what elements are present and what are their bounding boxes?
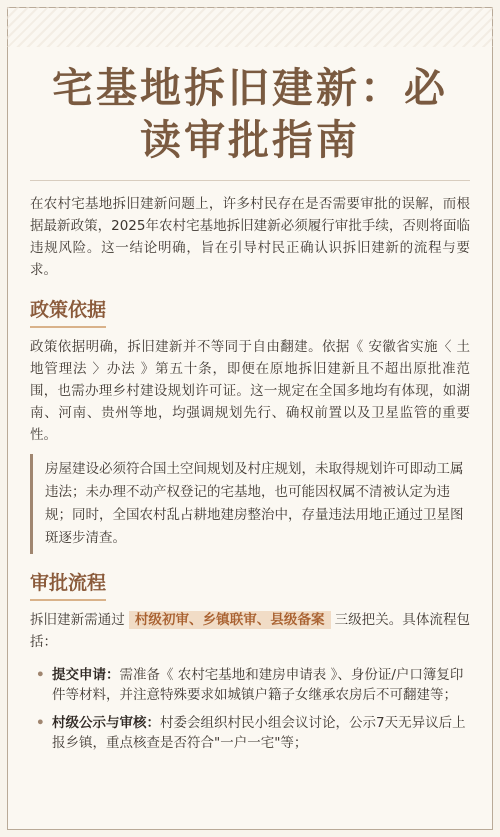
article	[30, 62, 470, 761]
title-line-2: 读审批指南	[140, 116, 360, 164]
policy-paragraph: 政策依据明确，拆旧建新并不等同于自由翻建。依据《 安徽省实施〈 土地管理法 〉办法 》第五十条，即便在原地拆旧建新且不超出原批准范围，也需办理乡村建设规划许可证。这一规定在全国多地均有体现，如湖南、河南、贵州等地，均强调规划先行、确权前置以及卫星监管的重要性。	[30, 339, 470, 443]
process-highlight: 村级初审、乡镇联审、县级备案	[129, 611, 331, 629]
bullet-icon: •	[36, 715, 45, 731]
process-text-after: 三级把关。具体流程包括：	[30, 612, 471, 650]
process-section	[30, 568, 470, 753]
policy-quote: 房屋建设必须符合国土空间规划及村庄规划，未取得规划许可即动工属违法；未办理不动产权登记的宅基地，也可能因权属不清被认定为违规；同时，全国农村乱占耕地建房整治中，存量违法用地正通过卫星图斑逐步清查。	[30, 454, 470, 554]
step-title: 村级公示与审核：	[52, 715, 160, 731]
list-item	[30, 665, 470, 705]
process-steps	[30, 665, 470, 753]
step-title: 提交申请：	[52, 667, 120, 683]
list-item	[30, 713, 470, 753]
process-text-before: 拆旧建新需通过	[30, 612, 125, 628]
step-text: 村委会组织村民小组会议讨论，公示7天无异议后上报乡镇，重点核查是否符合"一户一宅"等；	[52, 715, 466, 751]
step-text: 需准备《 农村宅基地和建房申请表 》、身份证/户口簿复印件等材料，并注意特殊要求如城镇户籍子女继承农房后不可翻建等；	[52, 667, 464, 703]
intro-paragraph: 在农村宅基地拆旧建新问题上，许多村民存在是否需要审批的误解，而根据最新政策，2025年农村宅基地拆旧建新必须履行审批手续，否则将面临违规风险。这一结论明确，旨在引导村民正确认识拆旧建新的流程与要求。	[30, 196, 470, 278]
title-divider	[30, 180, 470, 181]
policy-section	[30, 295, 470, 554]
decorative-hatch	[7, 7, 493, 47]
process-heading: 审批流程	[30, 568, 106, 601]
bullet-icon: •	[36, 667, 45, 683]
policy-heading: 政策依据	[30, 295, 106, 328]
process-intro	[30, 609, 470, 653]
page-title	[30, 62, 470, 166]
title-line-1: 宅基地拆旧建新：必	[52, 64, 448, 112]
